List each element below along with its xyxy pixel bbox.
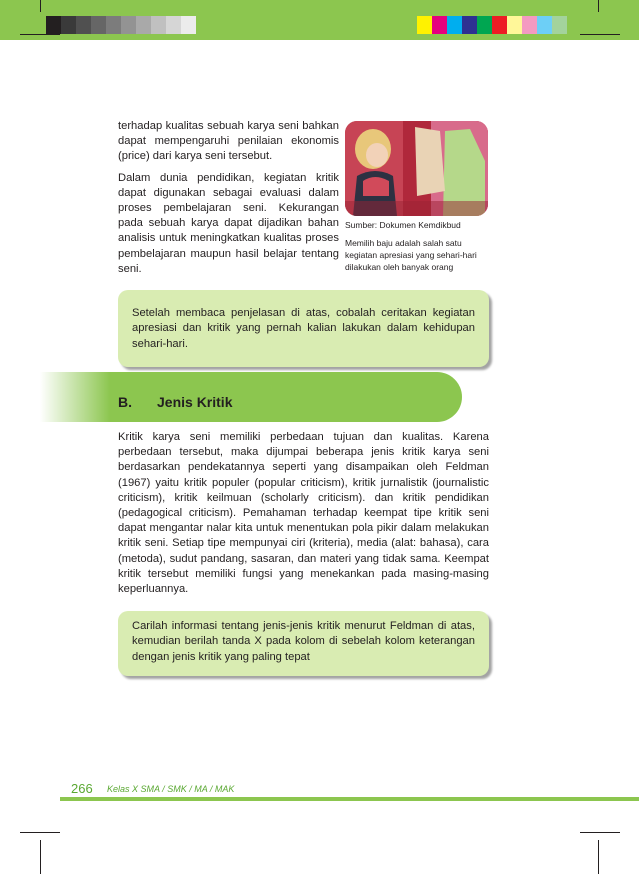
header-band-cutout [0, 40, 639, 58]
color-swatch [46, 16, 61, 34]
child-choosing-clothes-illustration [345, 121, 488, 216]
color-swatch [91, 16, 106, 34]
color-swatch [417, 16, 432, 34]
clothing-photo [345, 121, 488, 216]
activity-callout-text: Setelah membaca penjelasan di atas, cobalah ceritakan kegiatan apresiasi dan kritik yang pernah kalian lakukan dalam kehidupan sehari-hari. [132, 307, 475, 350]
section-title: Jenis Kritik [157, 394, 233, 410]
color-swatch [522, 16, 537, 34]
paragraph-education: Dalam dunia pendidikan, kegiatan kritik dapat digunakan sebagai evaluasi dalam proses pembelajaran seni. Kekurangan pada sebuah karya dapat dijadikan bahan analisis untuk meningkatkan kualitas proses pembelajaran maupun hasil belajar tentang seni. [118, 171, 339, 275]
crop-mark [20, 34, 60, 35]
color-swatch [552, 16, 567, 34]
color-swatch [492, 16, 507, 34]
color-swatch [166, 16, 181, 34]
gray-swatch-bar [46, 16, 196, 34]
color-swatch [151, 16, 166, 34]
paragraph-price: terhadap kualitas sebuah karya seni bahkan dapat mempengaruhi penilaian ekonomis (price) dari karya seni tersebut. [118, 120, 339, 163]
crop-mark [40, 0, 41, 12]
color-swatch [477, 16, 492, 34]
footer-rule [60, 797, 639, 801]
section-body [118, 430, 489, 603]
page-number: 266 [71, 781, 93, 796]
crop-mark [598, 0, 599, 12]
paragraph-jenis-kritik: Kritik karya seni memiliki perbedaan tujuan dan kualitas. Karena perbedaan tersebut, maka dijumpai beberapa jenis kritik karya seni berdasarkan pendekatannya seperti yang disampaikan oleh Feldman (1967) yaitu kritik populer (popular criticism), kritik jurnalistik (journalistic criticism), kritik keilmuan (scholarly criticism). dan kritik pendidikan (pedagogical criticism). Pemahaman terhadap keempat tipe kritik seni dapat mengantar nalar kita untuk menentukan pola pikir dalam melakukan kritik seni. Setiap tipe mempunyai ciri (kriteria), media (alat: bahasa), cara (metoda), sudut pandang, sasaran, dan materi yang tidak sama. Keempat kritik tersebut memiliki fungsi yang menekankan pada masing-masing keperluannya. [118, 431, 489, 596]
crop-mark [20, 832, 60, 833]
task-callout-text: Carilah informasi tentang jenis-jenis kritik menurut Feldman di atas, kemudian berilah tanda X pada kolom di sebelah kolom keterangan dengan jenis kritik yang paling tepat [132, 620, 475, 663]
color-swatch [507, 16, 522, 34]
color-swatch [61, 16, 76, 34]
figure-source: Sumber: Dokumen Kemdikbud [345, 220, 461, 230]
color-swatch [121, 16, 136, 34]
section-number: B. [118, 394, 132, 410]
color-swatch [181, 16, 196, 34]
figure-caption: Memilih baju adalah salah satu kegiatan apresiasi yang sehari-hari dilakukan oleh banyak orang [345, 238, 477, 273]
book-title: Kelas X SMA / SMK / MA / MAK [107, 784, 235, 794]
crop-mark [40, 840, 41, 874]
crop-mark [580, 832, 620, 833]
activity-callout [118, 290, 489, 367]
color-swatch [447, 16, 462, 34]
color-swatch [462, 16, 477, 34]
color-swatch [537, 16, 552, 34]
color-swatch [136, 16, 151, 34]
intro-text [118, 119, 339, 283]
color-swatch-bar [417, 16, 567, 34]
color-swatch [432, 16, 447, 34]
crop-mark [580, 34, 620, 35]
task-callout [118, 611, 489, 676]
color-swatch [106, 16, 121, 34]
section-header-fade [40, 372, 110, 422]
color-swatch [76, 16, 91, 34]
crop-mark [598, 840, 599, 874]
